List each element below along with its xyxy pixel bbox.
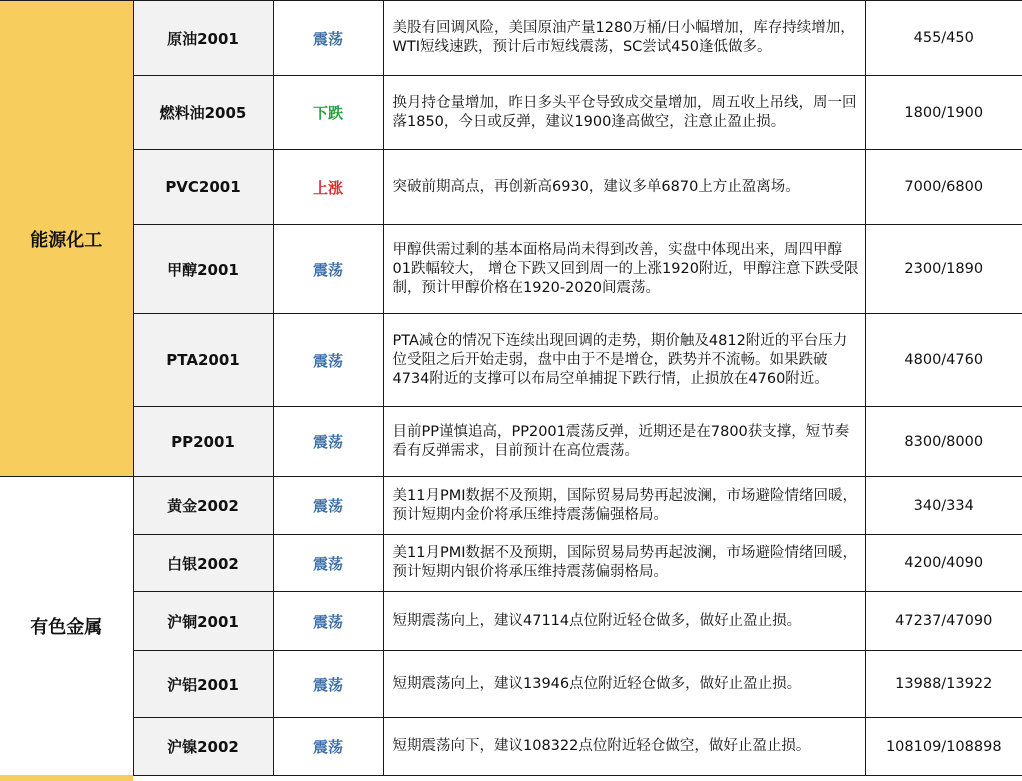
table-row: [0, 592, 1022, 651]
analysis-text: 短期震荡向下，建议108322点位附近轻仓做空，做好止盈止损。: [383, 718, 865, 776]
price-levels: 8300/8000: [865, 407, 1022, 477]
price-levels: 340/334: [865, 477, 1022, 535]
trend-label: 震荡: [273, 314, 383, 407]
price-levels: 455/450: [865, 1, 1022, 76]
trend-label: 震荡: [273, 535, 383, 592]
trend-label: 上涨: [273, 150, 383, 225]
table-row: [0, 407, 1022, 477]
price-levels: 13988/13922: [865, 651, 1022, 718]
analysis-text: 换月持仓量增加，昨日多头平仓导致成交量增加，周五收上吊线，周一回落1850，今日或反弹，建议1900逢高做空，注意止盈止损。: [383, 76, 865, 150]
analysis-text: 美股有回调风险，美国原油产量1280万桶/日小幅增加，库存持续增加，WTI短线速跌，预计后市短线震荡，SC尝试450逢低做多。: [383, 1, 865, 76]
analysis-text: 目前PP谨慎追高，PP2001震荡反弹，近期还是在7800获支撑，短节奏看有反弹需求，目前预计在高位震荡。: [383, 407, 865, 477]
contract-name: 沪铜2001: [133, 592, 273, 651]
analysis-text: 美11月PMI数据不及预期，国际贸易局势再起波澜，市场避险情绪回暖，预计短期内金价将承压维持震荡偏强格局。: [383, 477, 865, 535]
table-row: [0, 477, 1022, 535]
analysis-text: PTA减仓的情况下连续出现回调的走势，期价触及4812附近的平台压力位受阻之后开始走弱，盘中由于不是增仓，跌势并不流畅。如果跌破4734附近的支撑可以布局空单捕捉下跌行情，止损放在4760附近。: [383, 314, 865, 407]
contract-name: 黄金2002: [133, 477, 273, 535]
trend-label: 震荡: [273, 477, 383, 535]
trend-label: 下跌: [273, 76, 383, 150]
price-levels: 1800/1900: [865, 76, 1022, 150]
trend-label: 震荡: [273, 718, 383, 776]
price-levels: 108109/108898: [865, 718, 1022, 776]
next-category-cell-edge: [0, 775, 133, 781]
price-levels: 4800/4760: [865, 314, 1022, 407]
trend-label: 震荡: [273, 1, 383, 76]
contract-name: 沪铝2001: [133, 651, 273, 718]
contract-name: 白银2002: [133, 535, 273, 592]
table-row: [0, 314, 1022, 407]
price-levels: 7000/6800: [865, 150, 1022, 225]
table-row: [0, 1, 1022, 76]
contract-name: 原油2001: [133, 1, 273, 76]
contract-name: 燃料油2005: [133, 76, 273, 150]
trend-label: 震荡: [273, 225, 383, 314]
contract-name: 沪镍2002: [133, 718, 273, 776]
analysis-text: 突破前期高点，再创新高6930，建议多单6870上方止盈离场。: [383, 150, 865, 225]
table-row: [0, 535, 1022, 592]
trend-label: 震荡: [273, 407, 383, 477]
contract-name: PTA2001: [133, 314, 273, 407]
contract-name: 甲醇2001: [133, 225, 273, 314]
analysis-text: 甲醇供需过剩的基本面格局尚未得到改善，实盘中体现出来，周四甲醇01跌幅较大， 增仓下跌又回到周一的上涨1920附近，甲醇注意下跌受限制，预计甲醇价格在1920-2020间震荡。: [383, 225, 865, 314]
trend-label: 震荡: [273, 651, 383, 718]
contract-name: PVC2001: [133, 150, 273, 225]
category-nonferrous-metals: 有色金属: [0, 477, 133, 776]
table-row: [0, 150, 1022, 225]
price-levels: 2300/1890: [865, 225, 1022, 314]
contract-name: PP2001: [133, 407, 273, 477]
analysis-text: 短期震荡向上，建议47114点位附近轻仓做多，做好止盈止损。: [383, 592, 865, 651]
analysis-text: 短期震荡向上，建议13946点位附近轻仓做多，做好止盈止损。: [383, 651, 865, 718]
table-row: [0, 225, 1022, 314]
table-row: [0, 651, 1022, 718]
trend-label: 震荡: [273, 592, 383, 651]
price-levels: 4200/4090: [865, 535, 1022, 592]
table-row: [0, 718, 1022, 776]
category-energy-chemical: 能源化工: [0, 1, 133, 477]
table-row: [0, 76, 1022, 150]
price-levels: 47237/47090: [865, 592, 1022, 651]
analysis-text: 美11月PMI数据不及预期，国际贸易局势再起波澜，市场避险情绪回暖，预计短期内银价将承压维持震荡偏弱格局。: [383, 535, 865, 592]
